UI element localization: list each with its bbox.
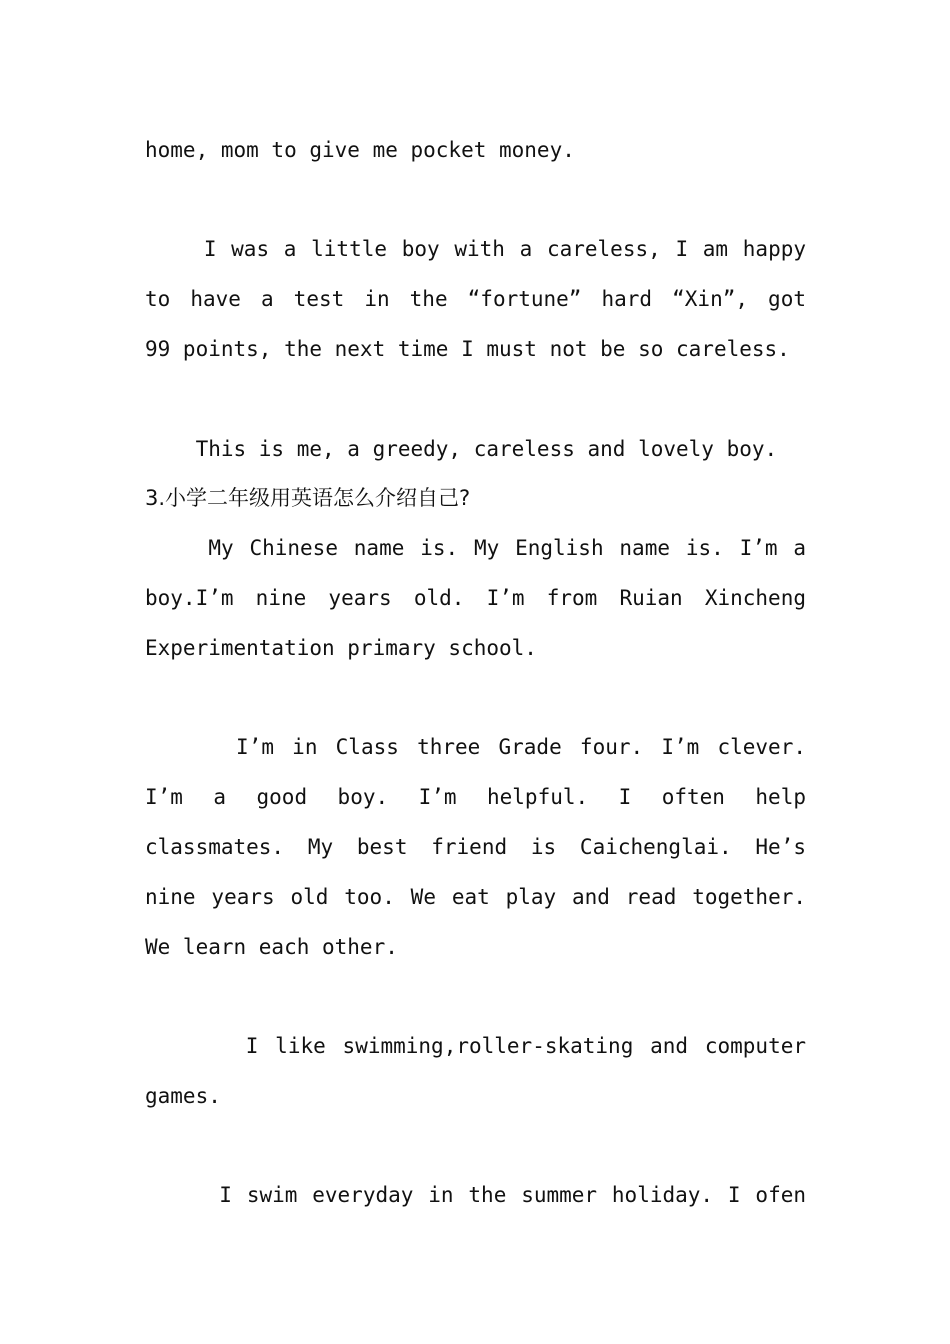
text-line: to have a test in the “fortune” hard “Xin”, got (145, 287, 806, 311)
text-line: classmates. My best friend is Caichenglai. He’s (145, 835, 806, 859)
text-line: 99 points, the next time I must not be so careless. (145, 337, 790, 361)
text-line: We learn each other. (145, 935, 398, 959)
section-heading: 3.小学二年级用英语怎么介绍自己? (145, 486, 471, 510)
text-line: My Chinese name is. My English name is. I’m a (145, 536, 806, 560)
text-line: I’m in Class three Grade four. I’m clever. (145, 735, 806, 759)
text-line: I’m a good boy. I’m helpful. I often help (145, 785, 806, 809)
text-line: I swim everyday in the summer holiday. I ofen (145, 1183, 806, 1207)
text-line: games. (145, 1084, 221, 1108)
text-line: boy.I’m nine years old. I’m from Ruian Xincheng (145, 586, 806, 610)
text-line: home, mom to give me pocket money. (145, 138, 575, 162)
text-line: I like swimming,roller-skating and computer (145, 1034, 806, 1058)
text-line: I was a little boy with a careless, I am happy (145, 237, 806, 261)
text-line: This is me, a greedy, careless and lovely boy. (145, 437, 778, 461)
text-line: nine years old too. We eat play and read together. (145, 885, 806, 909)
text-line: Experimentation primary school. (145, 636, 537, 660)
